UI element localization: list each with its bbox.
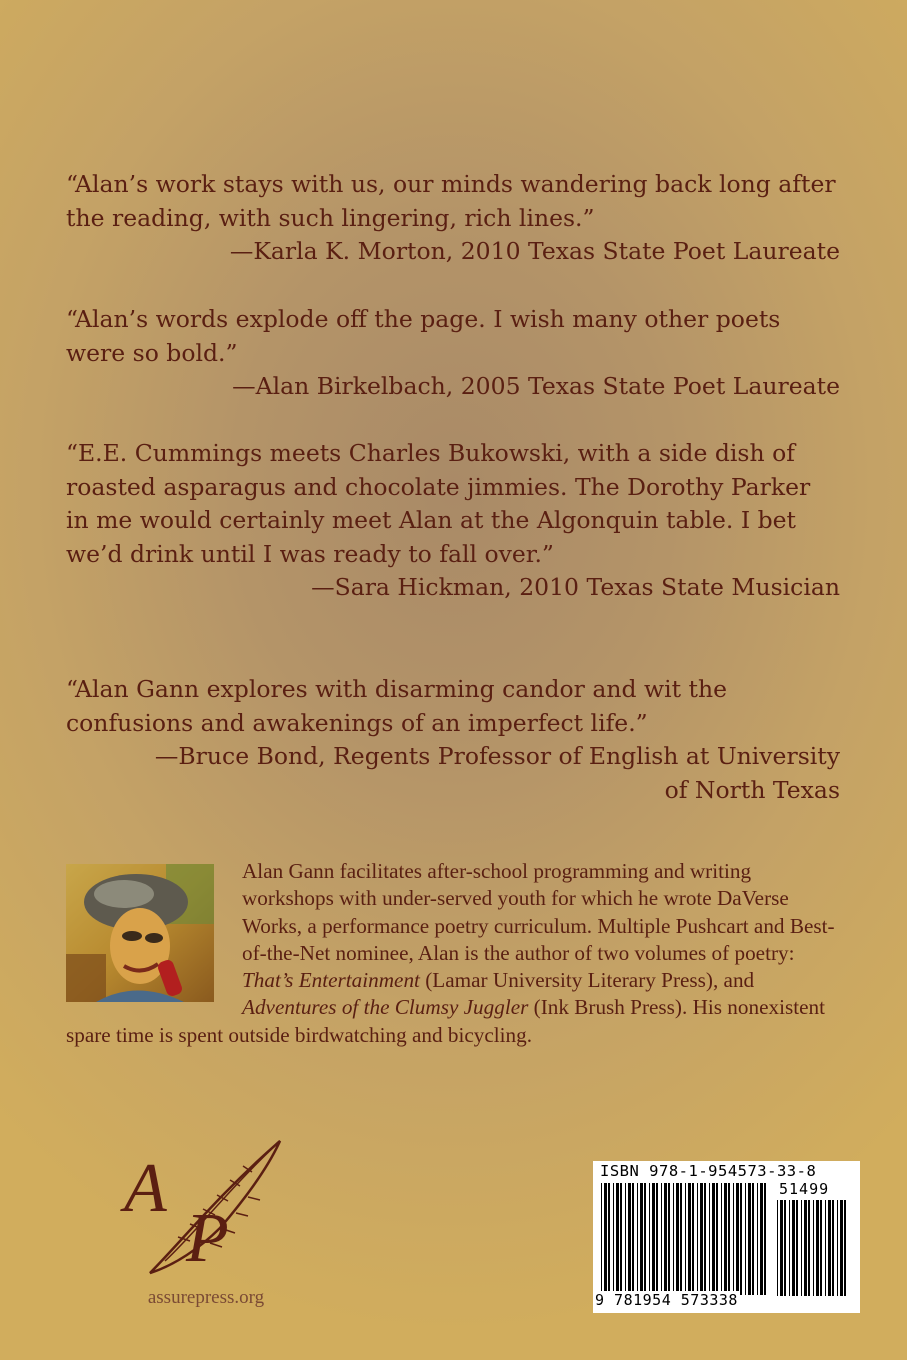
- isbn-barcode: [593, 1161, 860, 1313]
- barcode-bar: [688, 1183, 691, 1295]
- author-portrait: [66, 864, 214, 1002]
- barcode-bar: [664, 1183, 667, 1295]
- barcode-bar: [748, 1183, 751, 1295]
- barcode-bar: [668, 1183, 670, 1295]
- barcode-bar: [656, 1183, 658, 1295]
- barcode-bar: [721, 1183, 722, 1295]
- blurb-attribution-continued: of North Texas: [664, 775, 840, 804]
- barcode-bar: [801, 1200, 802, 1296]
- barcode-bar: [840, 1200, 843, 1296]
- price-code: 51499: [779, 1180, 830, 1198]
- barcode-bar: [608, 1183, 610, 1295]
- barcode-bar: [733, 1183, 734, 1295]
- barcode-bar: [616, 1183, 619, 1295]
- blurb-attribution: —Alan Birkelbach, 2005 Texas State Poet Laureate: [232, 372, 840, 400]
- barcode-bar: [620, 1183, 622, 1295]
- barcode-bar: [644, 1183, 646, 1295]
- barcode-bar: [792, 1200, 795, 1296]
- barcode-bar: [601, 1183, 602, 1295]
- barcode-bar: [728, 1183, 730, 1295]
- blurb-quote: “Alan Gann explores with disarming candor and wit the confusions and awakenings of an imperfect life.”: [66, 675, 728, 737]
- blurb-attribution: —Sara Hickman, 2010 Texas State Musician: [311, 573, 840, 601]
- barcode-bar: [760, 1183, 763, 1295]
- barcode-bar: [628, 1183, 631, 1295]
- barcode-bar: [740, 1183, 742, 1295]
- addon-bars: [775, 1200, 853, 1298]
- barcode-bar: [661, 1183, 662, 1295]
- barcode-bar: [837, 1200, 838, 1296]
- barcode-bar: [808, 1200, 810, 1296]
- barcode-bar: [704, 1183, 706, 1295]
- barcode-bar: [796, 1200, 798, 1296]
- blurb-attribution: —Bruce Bond, Regents Professor of English at University: [154, 742, 840, 770]
- barcode-bar: [736, 1183, 739, 1295]
- barcode-bar: [652, 1183, 655, 1295]
- barcode-bar: [640, 1183, 643, 1295]
- publisher-logo: [120, 1133, 290, 1283]
- bio-text: (Lamar University Literary Press), and: [419, 968, 755, 993]
- barcode-bar: [676, 1183, 679, 1295]
- isbn-label: ISBN 978-1-954573-33-8: [600, 1162, 817, 1180]
- barcode-bar: [757, 1183, 758, 1295]
- barcode-bar: [625, 1183, 626, 1295]
- barcode-bar: [745, 1183, 746, 1295]
- barcode-bar: [637, 1183, 638, 1295]
- ean13-bars: [599, 1183, 767, 1298]
- barcode-bar: [825, 1200, 826, 1296]
- barcode-bar: [804, 1200, 807, 1296]
- blurb-quote: “Alan’s work stays with us, our minds wandering back long after the reading, with such lingering, rich lines.”: [66, 170, 836, 232]
- barcode-bar: [604, 1183, 607, 1295]
- barcode-bar: [685, 1183, 686, 1295]
- barcode-bar: [680, 1183, 682, 1295]
- barcode-bar: [844, 1200, 846, 1296]
- barcode-bar: [813, 1200, 814, 1296]
- logo-letter-a: A: [124, 1150, 167, 1227]
- author-bio: [66, 858, 840, 1049]
- publisher-website: assurepress.org: [147, 1287, 265, 1308]
- barcode-bar: [816, 1200, 819, 1296]
- blurb-birkelbach: [66, 303, 840, 404]
- barcode-bar: [697, 1183, 698, 1295]
- barcode-bar: [752, 1183, 754, 1295]
- logo-letter-p: P: [186, 1200, 229, 1277]
- blurb-attribution: —Karla K. Morton, 2010 Texas State Poet Laureate: [229, 237, 840, 265]
- barcode-bar: [673, 1183, 674, 1295]
- barcode-bar: [716, 1183, 718, 1295]
- barcode-bar: [777, 1200, 778, 1296]
- bio-text: Alan Gann facilitates after-school programming and writing workshops with under-served youth for which he wrote DaVerse Works, a performance poetry curriculum. Multiple Pushcart and Best-of-the-Net nominee, Alan is the author of two volumes of poetry:: [242, 859, 835, 965]
- blurb-morton: [66, 168, 840, 269]
- barcode-bar: [724, 1183, 727, 1295]
- barcode-bar: [784, 1200, 786, 1296]
- blurb-bond: [66, 673, 840, 807]
- barcode-bar: [649, 1183, 650, 1295]
- barcode-bar: [700, 1183, 703, 1295]
- barcode-bar: [709, 1183, 710, 1295]
- barcode-bar: [712, 1183, 715, 1295]
- barcode-bar: [632, 1183, 634, 1295]
- isbn-digits: 9 781954 573338: [595, 1291, 738, 1309]
- barcode-bar: [828, 1200, 831, 1296]
- blurb-quote: “Alan’s words explode off the page. I wish many other poets were so bold.”: [66, 305, 781, 367]
- bio-text: (Ink Brush Press). His nonexistent spare time is spent outside birdwatching and bicycling.: [66, 995, 825, 1047]
- barcode-bar: [764, 1183, 766, 1295]
- barcode-bar: [820, 1200, 822, 1296]
- book-title: Adventures of the Clumsy Juggler: [242, 995, 529, 1020]
- barcode-bar: [613, 1183, 614, 1295]
- blurb-hickman: [66, 437, 840, 605]
- barcode-bar: [789, 1200, 790, 1296]
- barcode-bar: [692, 1183, 694, 1295]
- book-title: That’s Entertainment: [242, 968, 420, 993]
- blurb-quote: “E.E. Cummings meets Charles Bukowski, with a side dish of roasted asparagus and chocolate jimmies. The Dorothy Parker in me would certainly meet Alan at the Algonquin table. I bet we’d drink until I was ready to fall over.”: [66, 439, 811, 568]
- barcode-bar: [832, 1200, 834, 1296]
- barcode-bar: [780, 1200, 783, 1296]
